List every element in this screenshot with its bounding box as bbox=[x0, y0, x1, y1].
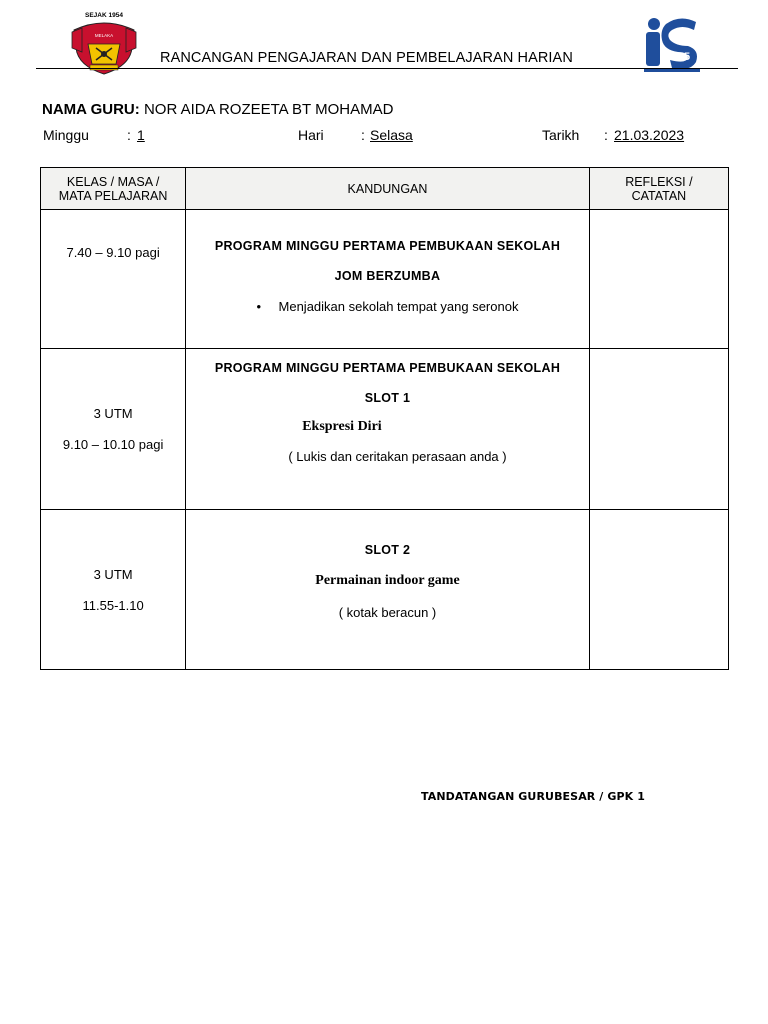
row3-reflection-cell bbox=[589, 510, 728, 670]
row3-slot: SLOT 2 bbox=[364, 543, 411, 557]
teacher-name: NOR AIDA ROZEETA BT MOHAMAD bbox=[143, 101, 394, 118]
row2-slot: SLOT 1 bbox=[364, 390, 411, 405]
date-label: Tarikh bbox=[542, 127, 580, 143]
day-value: Selasa bbox=[370, 127, 413, 143]
week-colon: : bbox=[127, 127, 131, 143]
header-reflection: REFLEKSI / CATATAN bbox=[589, 168, 728, 210]
week-value: 1 bbox=[137, 127, 145, 143]
header-content: KANDUNGAN bbox=[186, 168, 590, 210]
row1-subtitle: JOM BERZUMBA bbox=[334, 268, 441, 283]
signature-label: TANDATANGAN GURUBESAR / GPK 1 bbox=[421, 790, 645, 803]
row1-content-cell bbox=[186, 210, 590, 349]
row2-class: 3 UTM bbox=[93, 406, 133, 421]
row2-reflection-cell bbox=[589, 349, 728, 510]
row3-time: 11.55-1.10 bbox=[82, 597, 144, 613]
date-colon: : bbox=[604, 127, 608, 143]
row1-bullet-text: Menjadikan sekolah tempat yang seronok bbox=[278, 298, 519, 314]
row2-content-cell bbox=[186, 349, 590, 510]
row1-time-cell bbox=[41, 210, 186, 349]
row3-content-cell bbox=[186, 510, 590, 670]
row2-program: PROGRAM MINGGU PERTAMA PEMBUKAAN SEKOLAH bbox=[214, 360, 561, 375]
row1-program: PROGRAM MINGGU PERTAMA PEMBUKAAN SEKOLAH bbox=[214, 238, 561, 253]
document-title: RANCANGAN PENGAJARAN DAN PEMBELAJARAN HARIAN bbox=[160, 50, 573, 66]
table-row bbox=[41, 210, 729, 349]
teacher-line bbox=[42, 101, 393, 118]
logo-right-number: 25 bbox=[677, 51, 691, 63]
date-value: 21.03.2023 bbox=[614, 127, 685, 143]
bullet-icon: • bbox=[256, 298, 262, 314]
row1-bullet-item bbox=[186, 299, 589, 314]
day-colon: : bbox=[361, 127, 365, 143]
logo-left-mid-text: MELAKA bbox=[94, 33, 114, 38]
day-label: Hari bbox=[298, 127, 324, 143]
row1-reflection-cell bbox=[589, 210, 728, 349]
row3-activity: Permainan indoor game bbox=[315, 573, 460, 588]
row1-time: 7.40 – 9.10 pagi bbox=[66, 245, 160, 260]
row3-time-cell bbox=[41, 510, 186, 670]
row3-note: ( kotak beracun ) bbox=[338, 605, 437, 620]
table-header-row bbox=[41, 168, 729, 210]
row2-note: ( Lukis dan ceritakan perasaan anda ) bbox=[288, 448, 507, 464]
lesson-plan-table bbox=[40, 167, 729, 670]
header-class-time-subject: KELAS / MASA / MATA PELAJARAN bbox=[41, 168, 186, 210]
row2-time: 9.10 – 10.10 pagi bbox=[62, 437, 164, 452]
row2-time-cell bbox=[41, 349, 186, 510]
row2-activity: Ekspresi Diri bbox=[302, 418, 382, 434]
logo-left-top-text: SEJAK 1954 bbox=[85, 12, 123, 19]
teacher-label: NAMA GURU: bbox=[42, 101, 140, 118]
table-row bbox=[41, 349, 729, 510]
header-rule bbox=[36, 68, 738, 69]
anniversary-25-logo bbox=[640, 14, 704, 76]
row3-class: 3 UTM bbox=[93, 566, 133, 582]
week-label: Minggu bbox=[43, 127, 89, 143]
table-row bbox=[41, 510, 729, 670]
